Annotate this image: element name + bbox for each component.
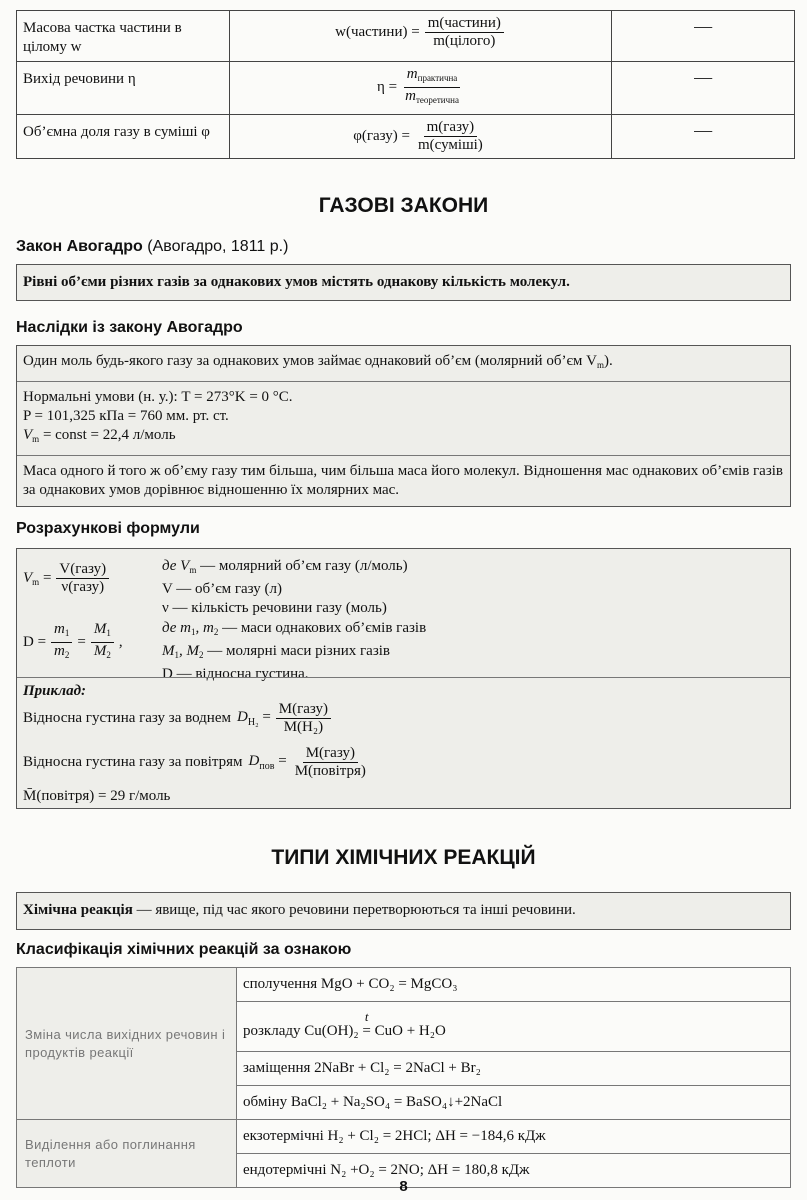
reaction-substitution: заміщення 2NaBr + Cl₂ = 2NaCl + Br₂	[237, 1052, 791, 1086]
section-title-reactions: ТИПИ ХІМІЧНИХ РЕАКЦІЙ	[271, 846, 536, 869]
reaction-decomposition: розкладу Cu(OH)₂ t = CuO + H₂O	[237, 1002, 791, 1052]
quantity-name: Об’ємна доля газу в суміші φ	[17, 115, 230, 159]
example-hydrogen: Відносна густина газу за воднем $D_{H_2}$ = $\frac{\text{M(газу)}}{\text{M(H₂)}}$	[23, 701, 333, 736]
group-label: Виділення або поглинання теплоти	[17, 1120, 237, 1188]
table-row	[17, 968, 791, 1002]
reaction-exothermic: екзотермічні H₂ + Cl₂ = 2HCl; ΔH = −184,6 кДж	[237, 1120, 791, 1154]
fraction: $\frac{\text{V(газу)}}{\text{ν(газу)}}$	[56, 561, 109, 596]
example-label: Приклад:	[23, 683, 87, 699]
avogadro-law: Рівні об’єми різних газів за однакових умов містять однакову кількість молекул.	[23, 274, 570, 290]
denominator: m	[405, 88, 416, 104]
avogadro-heading-text: Закон Авогадро	[16, 238, 143, 255]
vm-desc-3: ν — кількість речовини газу (моль)	[162, 600, 387, 616]
reaction-exchange: обміну BaCl₂ + Na₂SO₄ = BaSO₄↓+2NaCl	[237, 1086, 791, 1120]
quantity-name: Вихід речовини η	[17, 62, 230, 115]
consequence-row	[17, 346, 790, 382]
avogadro-heading	[16, 238, 288, 256]
reaction-endothermic: ендотермічні N₂ +O₂ = 2NO; ΔH = 180,8 кДж	[237, 1154, 791, 1188]
definition-term: Хімічна реакція	[23, 902, 133, 918]
numerator: m(частини)	[425, 15, 504, 33]
vm-desc-1: де $V_m$ — молярний об’єм газу (л/моль)	[162, 558, 408, 575]
consequence-row	[17, 456, 790, 506]
formula-lhs: φ(газу) =	[353, 128, 410, 144]
consequences-box	[16, 345, 791, 507]
fraction	[415, 119, 486, 154]
consequence-3: Маса одного й того ж об’єму газу тим більша, чим більша маса його молекул. Відношення мас однакових об’ємів газів за однакових умов дорівнює відношенню їх молярних мас.	[23, 463, 784, 498]
numerator-sub: практична	[417, 73, 458, 83]
properties-table	[16, 10, 795, 159]
normal-line-1: Нормальні умови (н. у.): T = 273°K = 0 °C.	[23, 389, 293, 405]
units-cell: —	[612, 11, 795, 62]
normal-conditions-row	[17, 382, 790, 456]
formula-lhs: η =	[377, 79, 398, 95]
numerator: m(газу)	[424, 119, 478, 137]
formula-cell	[229, 115, 612, 159]
d-desc-1: де $m_1$, $m_2$ — маси однакових об’ємів газів	[162, 620, 427, 637]
consequence-1: Один моль будь-якого газу за однакових умов займає однаковий об’єм (молярний об’єм V	[23, 353, 597, 369]
section-title-gas-laws: ГАЗОВІ ЗАКОНИ	[318, 194, 489, 217]
d-desc-2: $M_1$, $M_2$ — молярні маси різних газів	[162, 643, 390, 660]
air-molar-mass: M̄(повітря) = 29 г/моль	[23, 788, 171, 804]
table-row	[17, 11, 795, 62]
quantity-name: Масова частка частини в цілому w	[17, 11, 230, 62]
normal-line-3: $V_m$ = const = 22,4 л/моль	[23, 427, 176, 444]
table-row	[17, 62, 795, 115]
avogadro-law-box	[16, 264, 791, 301]
classification-table	[16, 967, 791, 1188]
denominator-sub: теоретична	[415, 95, 459, 105]
consequences-heading: Наслідки із закону Авогадро	[16, 319, 243, 336]
example-air: Відносна густина газу за повітрям $D_{пов}$ = $\frac{\text{M(газу)}}{\text{M(повітря)}}$	[23, 745, 371, 780]
table-row	[17, 115, 795, 159]
page-number: 8	[399, 1178, 408, 1195]
definition-box	[16, 892, 791, 930]
avogadro-note: (Авогадро, 1811 р.)	[147, 238, 289, 255]
reaction-combination: сполучення MgO + CO₂ = MgCO₃	[237, 968, 791, 1002]
formula-cell	[229, 62, 612, 115]
fraction: $\frac{\text{M(газу)}}{\text{M(повітря)}}$	[294, 745, 366, 779]
divider	[17, 677, 790, 678]
fraction	[402, 66, 462, 109]
units-cell: —	[612, 115, 795, 159]
denominator: m(суміші)	[417, 137, 483, 153]
group-label: Зміна числа вихідних речовин і продуктів реакції	[17, 968, 237, 1120]
units-cell: —	[612, 62, 795, 115]
calc-heading: Розрахункові формули	[16, 520, 200, 537]
vm-desc-2: V — об’єм газу (л)	[162, 581, 283, 597]
formula-lhs: w(частини) =	[335, 24, 420, 40]
fraction	[425, 15, 504, 50]
d-desc-3: D — відносна густина.	[162, 666, 309, 682]
consequence-1-end: ).	[604, 353, 613, 369]
classification-heading: Класифікація хімічних реакцій за ознакою	[16, 941, 352, 958]
normal-line-2: P = 101,325 кПа = 760 мм. рт. ст.	[23, 408, 229, 424]
denominator: m(цілого)	[433, 33, 496, 49]
fraction: $\frac{m_1}{m_2}$	[51, 621, 72, 664]
consequence-1-sub: m	[596, 360, 604, 370]
definition-text: — явище, під час якого речовини перетворюються та інші речовини.	[132, 902, 576, 918]
formula-cell	[229, 11, 612, 62]
table-row	[17, 1120, 791, 1154]
fraction: $\frac{M_1}{M_2}$	[91, 621, 114, 664]
numerator: m	[406, 66, 418, 82]
calc-formulas-box: $V_m$ = $\frac{\text{V(газу)}}{\text{ν(газу)}}$ де $V_m$ — молярний об’єм газу (л/моль) V — об’єм газу (л) ν — кількість речовини газу (моль) D = $\frac{m_1}{m_2}$ = $\frac{M_1}{M_2}$ , де $m_1$, $m_2$ — маси однакових об’ємів газів $M_1$, $M_2$ — молярні маси різних газів D — відносна густина. Приклад: Відносна густина газу за воднем $D_{H_2}$ = $\frac{\text{M(газу)}}{\text{M(H₂)}}$ Відносна густина газу за повітрям $D_{пов}$ = $\frac{\text{M(газу)}}{\text{M(повітря)}}$ M̄(повітря) = 29 г/моль	[16, 548, 791, 809]
fraction: $\frac{\text{M(газу)}}{\text{M(H₂)}}$	[276, 701, 331, 736]
